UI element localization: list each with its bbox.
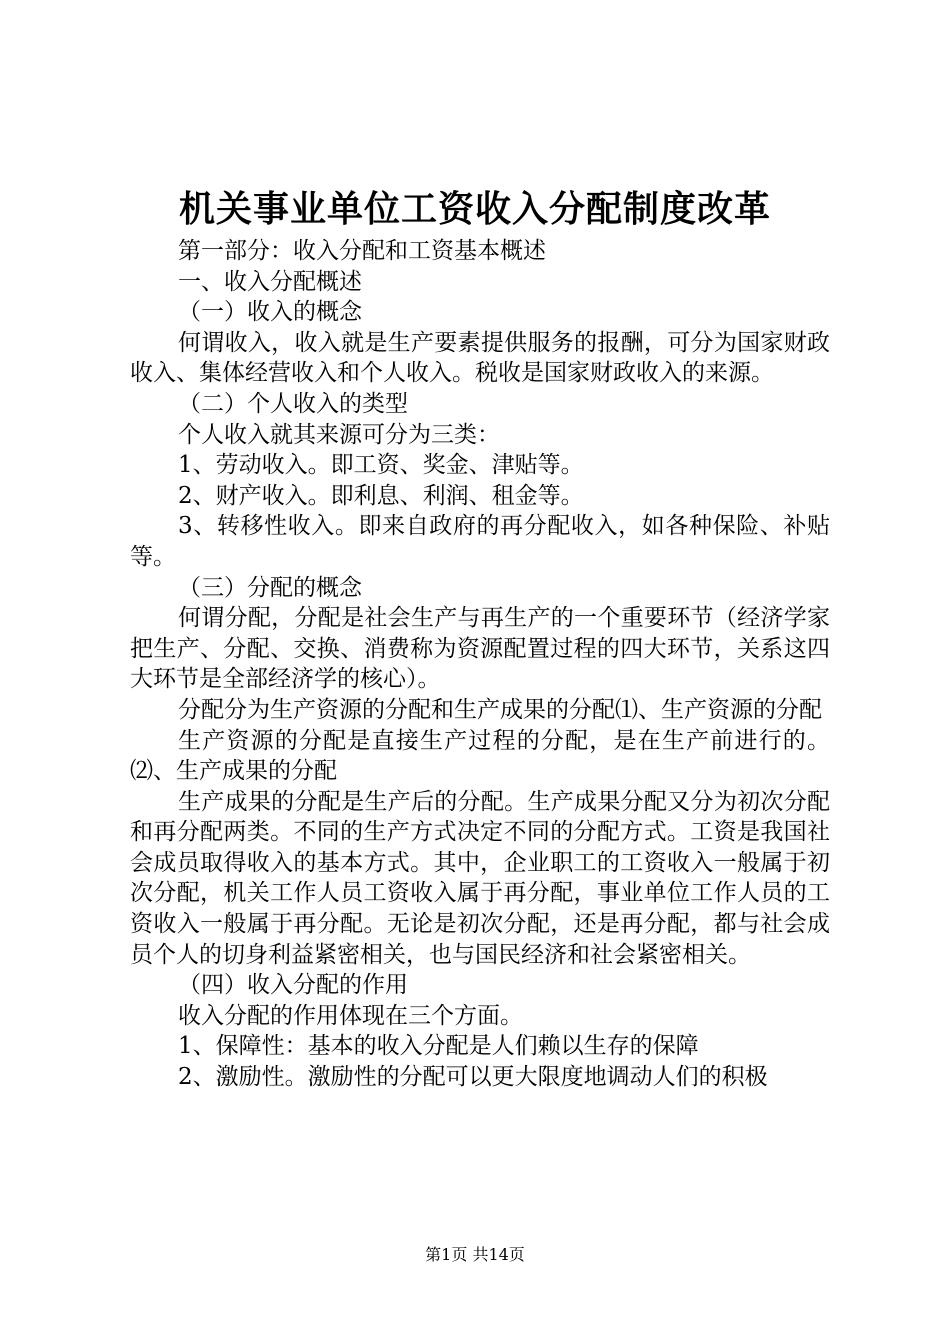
section-heading: 一、收入分配概述	[178, 268, 362, 295]
list-item: 1、劳动收入。即工资、奖金、津贴等。	[178, 452, 584, 479]
list-item: 2、激励性。激励性的分配可以更大限度地调动人们的积极	[178, 1064, 768, 1091]
document-title: 机关事业单位工资收入分配制度改革	[178, 188, 771, 230]
list-item: 1、保障性：基本的收入分配是人们赖以生存的保障	[178, 1033, 699, 1060]
subsection-heading: （三）分配的概念	[178, 574, 362, 601]
body-paragraph: 收入分配的作用体现在三个方面。	[178, 1002, 523, 1029]
body-paragraph: 生产成果的分配是生产后的分配。生产成果分配又分为初次分配和再分配两类。不同的生产方式决定不同的分配方式。工资是我国社会成员取得收入的基本方式。其中，企业职工的工资收入一般属于初次分配，机关工作人员工资收入属于再分配，事业单位工作人员的工资收入一般属于再分配。无论是初次分配，还是再分配，都与社会成员个人的切身利益紧密相关，也与国民经济和社会紧密相关。	[130, 788, 830, 968]
page-number-footer: 第1页 共14页	[425, 1245, 525, 1264]
subsection-heading: （四）收入分配的作用	[178, 972, 408, 999]
section-heading: 第一部分：收入分配和工资基本概述	[178, 238, 546, 264]
subsection-heading: （二）个人收入的类型	[178, 390, 408, 417]
body-paragraph: 个人收入就其来源可分为三类：	[178, 421, 500, 448]
body-paragraph: 何谓收入，收入就是生产要素提供服务的报酬，可分为国家财政收入、集体经营收入和个人收入。税收是国家财政收入的来源。	[130, 329, 830, 387]
list-item: 3、转移性收入。即来自政府的再分配收入，如各种保险、补贴等。	[130, 513, 830, 570]
body-paragraph: 何谓分配，分配是社会生产与再生产的一个重要环节（经济学家把生产、分配、交换、消费称为资源配置过程的四大环节，关系这四大环节是全部经济学的核心）。	[130, 605, 830, 693]
body-paragraph: 生产资源的分配是直接生产过程的分配，是在生产前进行的。⑵、生产成果的分配	[130, 727, 830, 785]
list-item: 2、财产收入。即利息、利润、租金等。	[178, 482, 584, 509]
document-body	[130, 236, 830, 1093]
body-paragraph: 分配分为生产资源的分配和生产成果的分配⑴、生产资源的分配	[178, 696, 822, 723]
subsection-heading: （一）收入的概念	[178, 299, 362, 326]
